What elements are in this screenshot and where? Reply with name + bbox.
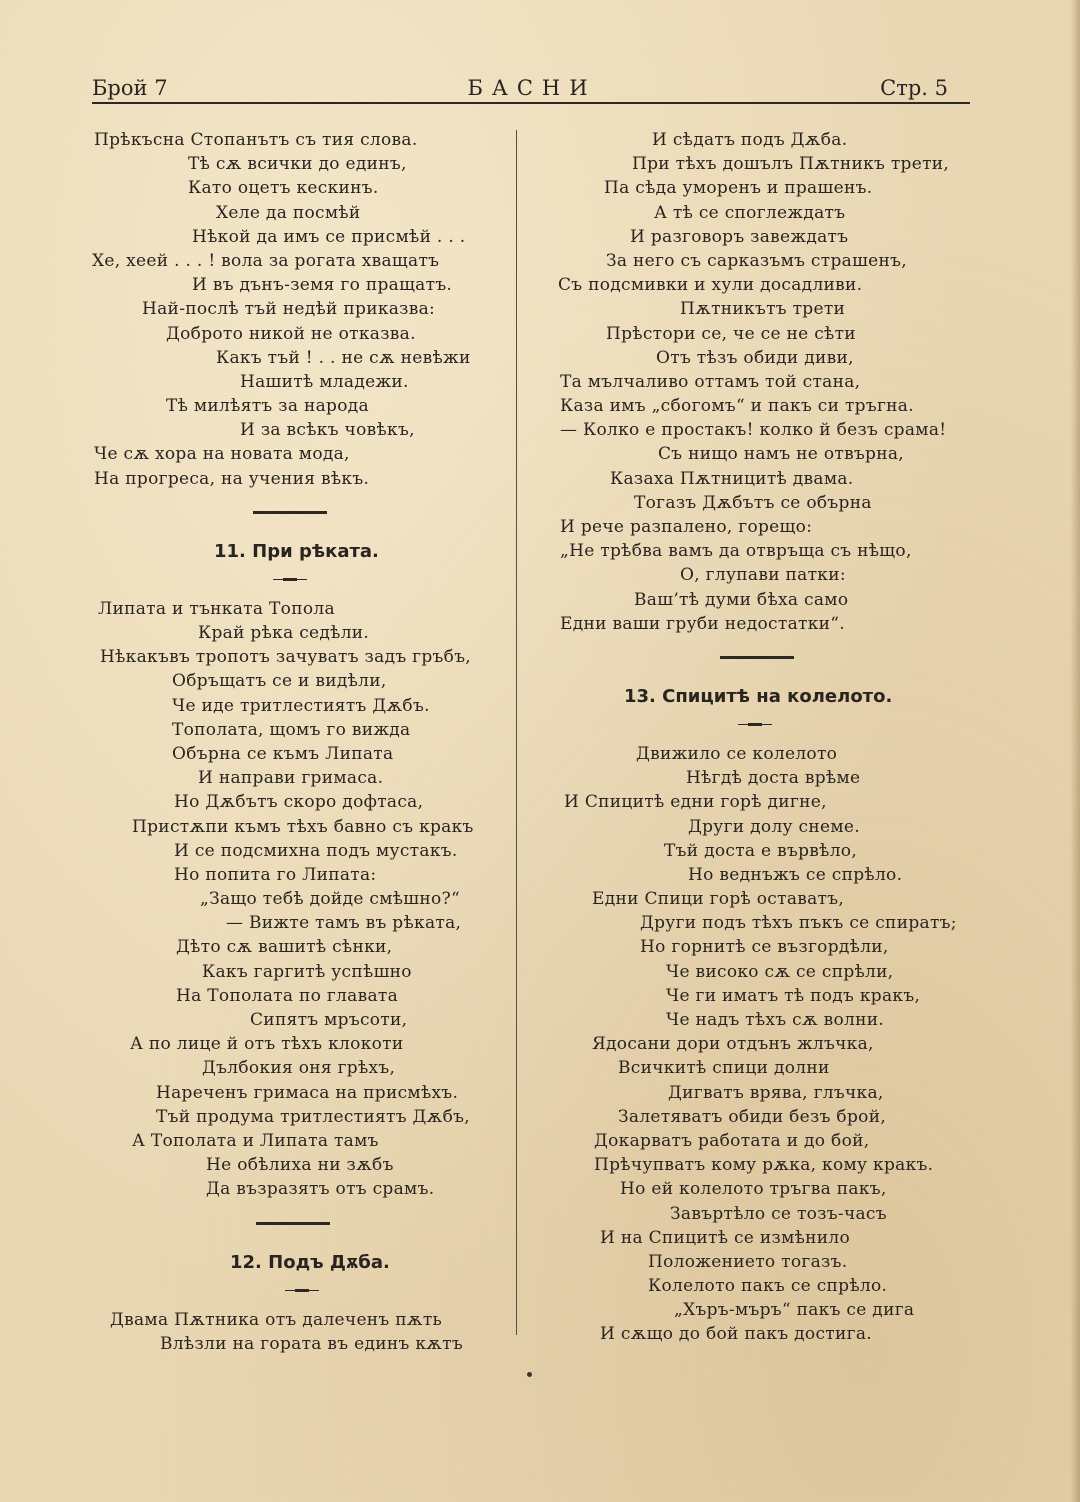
verse-line: А по лице й отъ тѣхъ клокоти — [130, 1034, 404, 1055]
verse-line: Дигватъ врява, глъчка, — [668, 1082, 884, 1103]
verse-line: Тѣ милѣятъ за народа — [166, 396, 369, 417]
verse-line: Ядосани дори отдънъ жлъчка, — [592, 1034, 874, 1055]
verse-line: Ваш’тѣ думи бѣха само — [634, 589, 849, 610]
verse-line: Липата и тънката Топола — [98, 598, 335, 619]
verse-line: На прогреса, на учения вѣкъ. — [94, 468, 370, 489]
verse-line: Но веднъжъ се спрѣло. — [688, 864, 903, 885]
verse-line: Обърна се къмъ Липата — [172, 743, 394, 764]
section-separator — [540, 636, 970, 678]
verse-line: Влѣзли на гората въ единъ кѫтъ — [160, 1333, 464, 1354]
verse-line: Но Дѫбътъ скоро дофтаса, — [174, 792, 424, 813]
verse-line: А Тополата и Липата тамъ — [132, 1130, 379, 1151]
right-column — [540, 128, 970, 1347]
verse-line: Тогазъ Дѫбътъ се обърна — [634, 492, 872, 513]
verse-line: Че надъ тѣхъ сѫ волни. — [666, 1010, 885, 1030]
verse-line: Край рѣка седѣли. — [198, 623, 370, 643]
verse-line: Какъ тъй ! . . не сѫ невѣжи — [216, 347, 471, 368]
verse-line: Нѣкой да имъ се присмѣй . . . — [192, 226, 466, 247]
verse-line: Нѣгдѣ доста врѣме — [686, 768, 861, 789]
verse-line: При тѣхъ дошълъ Пѫтникъ трети, — [632, 154, 950, 175]
verse-line: „Защо тебѣ дойде смѣшно?“ — [200, 889, 460, 910]
header-rule — [92, 102, 970, 104]
verse-line: Хеле да посмѣй — [216, 202, 361, 223]
title-ornament — [540, 716, 970, 742]
verse-line: Че високо сѫ се спрѣли, — [666, 961, 894, 982]
verse-line: Да възразятъ отъ срамъ. — [206, 1179, 435, 1200]
verse-line: И въ дънъ-земя го пращатъ. — [192, 275, 453, 296]
verse-line: Хе, хеей . . . ! вола за рогата хващатъ — [92, 250, 440, 271]
verse-line: Прѣстори се, че се не сѣти — [606, 323, 856, 344]
verse-line: Дѣто сѫ вашитѣ сѣнки, — [176, 937, 393, 958]
verse-line: Прѣчупватъ кому рѫка, кому кракъ. — [594, 1155, 934, 1176]
verse-line: Тополата, щомъ го вижда — [172, 719, 411, 740]
verse-line: Доброто никой не отказва. — [166, 323, 416, 344]
fable-13 — [540, 678, 970, 1347]
verse-line: На Тополата по главата — [176, 985, 399, 1006]
section-separator — [60, 491, 508, 533]
verse-line: И сѫщо до бой пакъ достига. — [600, 1324, 872, 1345]
verse-line: И направи гримаса. — [198, 768, 384, 789]
verse-line: Казаха Пѫтницитѣ двама. — [610, 468, 854, 489]
verse-line: Но ей колелото тръгва пакъ, — [620, 1179, 887, 1200]
verse-line: Че ги иматъ тѣ подъ кракъ, — [666, 985, 921, 1006]
verse-line: О, глупави патки: — [680, 565, 846, 586]
verse-line: И разговоръ завеждатъ — [630, 226, 849, 247]
running-title: БАСНИ — [467, 76, 597, 100]
verse-line: — Вижте тамъ въ рѣката, — [226, 913, 462, 934]
verse-line: Обръщатъ се и видѣли, — [172, 671, 387, 692]
verse-line: Па сѣда уморенъ и прашенъ. — [604, 178, 873, 199]
verse-line: И сѣдатъ подъ Дѫба. — [652, 130, 848, 150]
verse-line: Но попита го Липата: — [174, 864, 377, 885]
fable-12 — [60, 1244, 508, 1356]
verse-line: Докарватъ работата и до бой, — [594, 1130, 870, 1151]
fable-title: 13. Спицитѣ на колелото. — [624, 685, 893, 707]
verse-line: Отъ тѣзъ обиди диви, — [656, 347, 854, 368]
verse-line: Не обѣлиха ни зѫбъ — [206, 1155, 394, 1176]
verse-line: Дълбокия оня грѣхъ, — [202, 1058, 396, 1079]
verse-line: „Не трѣбва вамъ да отвръща съ нѣщо, — [560, 541, 912, 562]
verse-line: Други долу снеме. — [688, 816, 860, 837]
left-column — [60, 128, 508, 1356]
verse-line: И се подсмихна подъ мустакъ. — [174, 840, 458, 861]
fable-11 — [60, 533, 508, 1202]
verse-line: А тѣ се споглеждатъ — [654, 202, 846, 223]
verse-line: Каза имъ „сбогомъ“ и пакъ си тръгна. — [560, 396, 914, 417]
verse-line: За него съ сарказъмъ страшенъ, — [606, 250, 907, 271]
verse-line: Положението тогазъ. — [648, 1251, 848, 1272]
verse-line: Всичкитѣ спици долни — [618, 1058, 830, 1079]
fable-title: 12. Подъ Дѫба. — [230, 1251, 390, 1273]
page-number: Стр. 5 — [880, 76, 948, 100]
verse-line: Пѫтникътъ трети — [680, 299, 846, 320]
verse-line: Тъй доста е вървѣло, — [664, 840, 858, 861]
verse-line: И Спицитѣ едни горѣ дигне, — [564, 792, 827, 813]
verse-line: Двама Пѫтника отъ далеченъ пѫть — [110, 1309, 443, 1330]
fable-title: 11. При рѣката. — [214, 540, 379, 562]
verse-line: — Колко е простакъ! колко й безъ срама! — [560, 420, 947, 441]
verse-line: Тъй продума тритлестиятъ Дѫбъ, — [156, 1106, 470, 1127]
verse-line: Какъ гаргитѣ успѣшно — [202, 961, 412, 982]
verse-line: Но горнитѣ се възгордѣли, — [640, 937, 889, 958]
verse-line: Сипятъ мръсоти, — [250, 1010, 408, 1030]
verse-line: Тѣ сѫ всички до единъ, — [188, 154, 407, 175]
verse-line: Нареченъ гримаса на присмѣхъ. — [156, 1082, 459, 1103]
verse-line: Прѣкъсна Стопанътъ съ тия слова. — [94, 130, 418, 150]
verse-line: Залетяватъ обиди безъ брой, — [618, 1106, 887, 1127]
verse-line: Нашитѣ младежи. — [240, 371, 409, 392]
verse-line: Че сѫ хора на новата мода, — [94, 444, 350, 465]
verse-line: Та мълчаливо оттамъ той стана, — [560, 371, 861, 392]
fable-10-continuation — [60, 128, 508, 491]
fable-12-continuation — [540, 128, 970, 636]
section-separator — [60, 1202, 508, 1244]
verse-line: И рече разпалено, горещо: — [560, 517, 813, 537]
verse-line: Като оцетъ кескинъ. — [188, 178, 379, 199]
verse-line: Други подъ тѣхъ пъкъ се спиратъ; — [640, 913, 957, 934]
verse-line: Едни ваши груби недостатки“. — [560, 613, 845, 634]
title-ornament — [60, 1282, 508, 1308]
verse-line: Че иде тритлестиятъ Дѫбъ. — [172, 695, 430, 716]
verse-line: И на Спицитѣ се измѣнило — [600, 1227, 851, 1248]
verse-line: Най-послѣ тъй недѣй приказва: — [142, 299, 436, 320]
verse-line: Пристѫпи къмъ тѣхъ бавно съ кракъ — [132, 816, 474, 837]
verse-line: Едни Спици горѣ оставатъ, — [592, 889, 845, 910]
issue-number: Брой 7 — [92, 76, 168, 100]
verse-line: Движило се колелото — [636, 743, 838, 764]
title-ornament — [60, 571, 508, 597]
verse-line: Колелото пакъ се спрѣло. — [648, 1276, 888, 1297]
verse-line: Съ подсмивки и хули досадливи. — [558, 275, 863, 296]
verse-line: Съ нищо намъ не отвърна, — [658, 444, 905, 465]
verse-line: Нѣкакъвъ тропотъ зачуватъ задъ гръбъ, — [100, 647, 472, 668]
verse-line: Завъртѣло се тозъ-часъ — [670, 1203, 887, 1224]
verse-line: И за всѣкъ човѣкъ, — [240, 420, 415, 441]
verse-line: „Хъръ-мъръ“ пакъ се дига — [674, 1300, 915, 1321]
ink-speck — [527, 1372, 532, 1377]
